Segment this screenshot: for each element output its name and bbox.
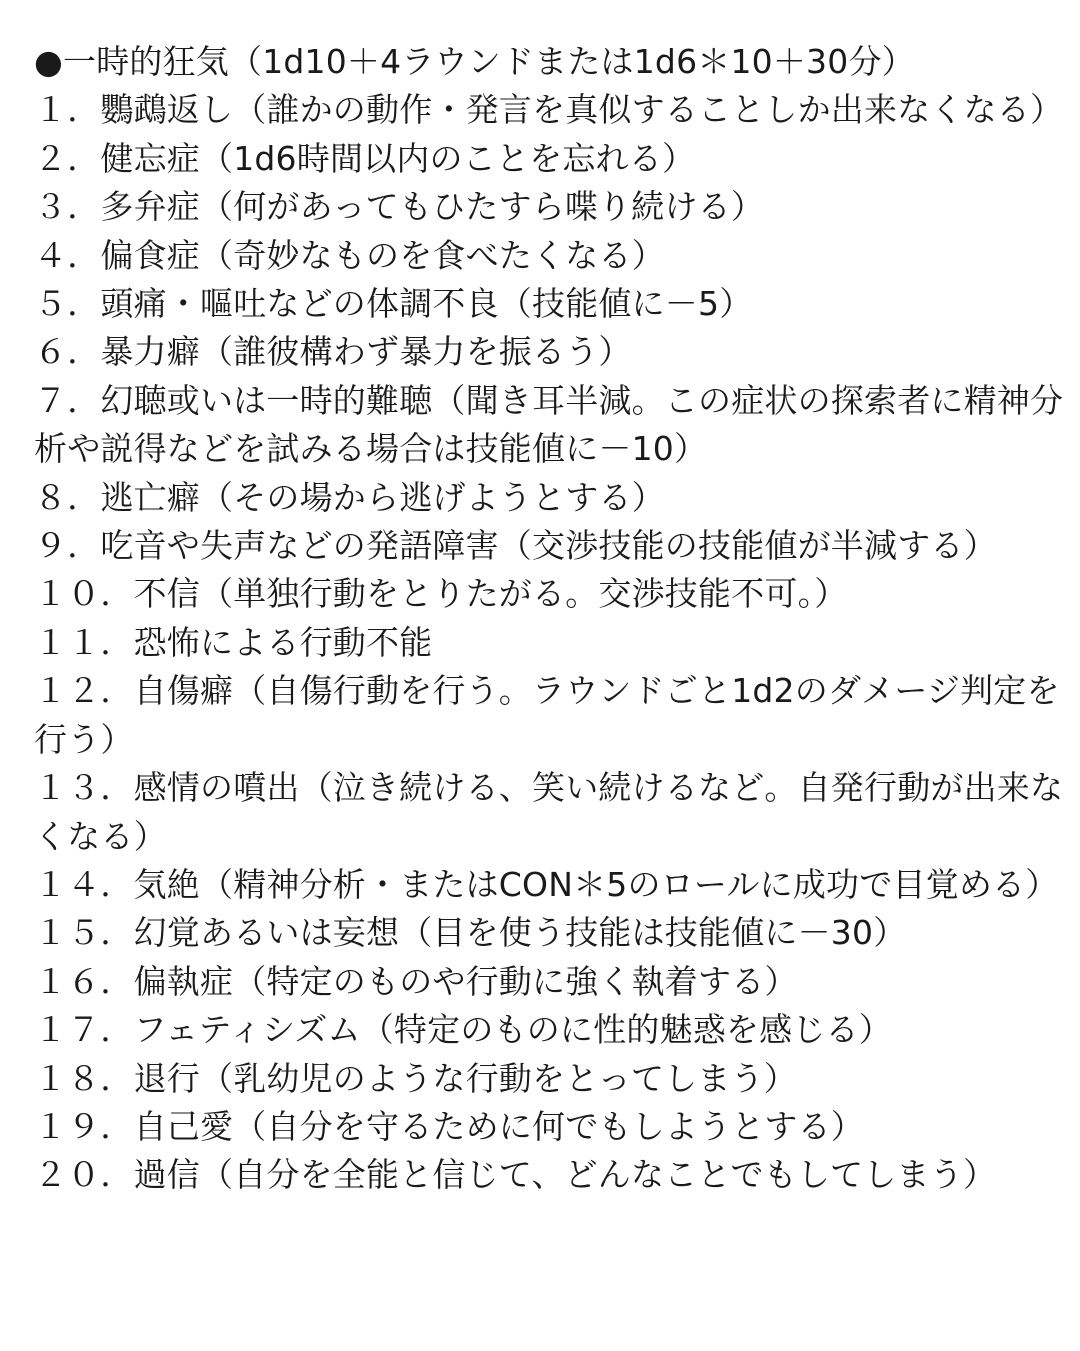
list-item-12: １２．自傷癖（自傷行動を行う。ラウンドごと1d2のダメージ判定を行う） [34,671,1060,759]
list-item-15: １５．幻覚あるいは妄想（目を使う技能は技能値に－30） [34,913,907,953]
list-item-9: ９．吃音や失声などの発語障害（交渉技能の技能値が半減する） [34,526,997,566]
list-item-4: ４．偏食症（奇妙なものを食べたくなる） [34,235,665,275]
list-item-16: １６．偏執症（特定のものや行動に強く執着する） [34,961,798,1001]
list-item-8: ８．逃亡癖（その場から逃げようとする） [34,477,665,517]
list-item-3: ３．多弁症（何があってもひたすら喋り続ける） [34,187,765,227]
list-item-6: ６．暴力癖（誰彼構わず暴力を振るう） [34,332,632,372]
table-heading: ●一時的狂気（1d10＋4ラウンドまたは1d6＊10＋30分） [34,42,915,81]
list-item-2: ２．健忘症（1d6時間以内のことを忘れる） [34,138,696,178]
list-item-1: １．鸚鵡返し（誰かの動作・発言を真似することしか出来なくなる） [34,90,1064,130]
list-item-20: ２０．過信（自分を全能と信じて、どんなことでもしてしまう） [34,1155,997,1195]
list-item-18: １８．退行（乳幼児のような行動をとってしまう） [34,1058,797,1098]
list-item-11: １１．恐怖による行動不能 [34,622,433,662]
list-item-17: １７．フェティシズム（特定のものに性的魅惑を感じる） [34,1010,892,1050]
madness-table [34,38,1064,1200]
list-item-7: ７．幻聴或いは一時的難聴（聞き耳半減。この症状の探索者に精神分析や説得などを試みる場合は技能値に－10） [34,380,1064,469]
list-item-19: １９．自己愛（自分を守るために何でもしようとする） [34,1106,864,1146]
list-item-5: ５．頭痛・嘔吐などの体調不良（技能値に－5） [34,284,753,324]
list-item-13: １３．感情の噴出（泣き続ける、笑い続けるなど。自発行動が出来なくなる） [34,768,1064,856]
list-item-10: １０．不信（単独行動をとりたがる。交渉技能不可。） [34,574,848,614]
list-item-14: １４．気絶（精神分析・またはCON＊5のロールに成功で目覚める） [34,864,1059,904]
